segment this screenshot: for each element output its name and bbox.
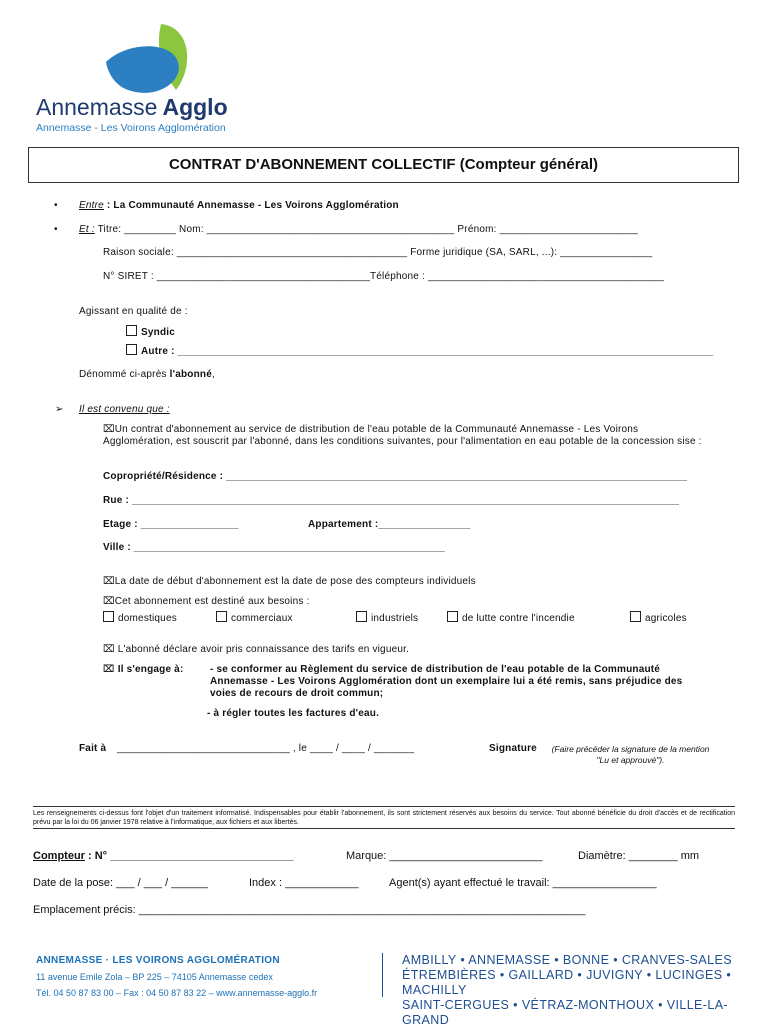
entre-value: : La Communauté Annemasse - Les Voirons Agglomération <box>106 200 399 211</box>
date-debut-line <box>103 576 476 587</box>
besoin-industriels[interactable] <box>356 611 418 624</box>
besoin-agricoles[interactable] <box>630 611 687 624</box>
raison-sociale-field[interactable]: Raison sociale: ________________________________________ Forme juridique (SA, SARL, ...): ________________ <box>103 247 653 258</box>
besoins-text: Cet abonnement est destiné aux besoins : <box>114 596 310 607</box>
ville-field[interactable]: Ville : ______________________________________________________ <box>103 542 445 553</box>
footer-towns <box>402 953 770 1028</box>
divider <box>33 806 735 807</box>
logo-name-light: Annemasse <box>36 94 158 120</box>
syndic-label: Syndic <box>141 327 175 338</box>
besoins-line <box>103 596 310 607</box>
legal-notice: Les renseignements ci-dessus font l'objet d'un traitement informatisé. Indispensables pour établir l'abonnement, ils sont strictement réservés aux besoins du service. Tout abonné bénéficie du droit d'accès et de rectification prévu par la loi du 06 janvier 1978 relative à l'informatique, aux fichiers et aux libertés. <box>33 810 735 826</box>
footer-contact: Tél. 04 50 87 83 00 – Fax : 04 50 87 83 22 – www.annemasse-agglo.fr <box>36 988 318 998</box>
index-field[interactable]: Index : ____________ <box>249 877 359 889</box>
industriels-checkbox[interactable] <box>356 611 367 622</box>
towns-line-2: ÉTREMBIÈRES • GAILLARD • JUVIGNY • LUCINGES • MACHILLY <box>402 968 732 997</box>
leaf-logo-icon <box>66 22 206 102</box>
besoin-commerciaux[interactable] <box>216 611 293 624</box>
logo-name-bold: Agglo <box>162 94 228 120</box>
titre-line <box>79 224 638 235</box>
contrat-text: Un contrat d'abonnement au service de distribution de l'eau potable de la Communauté Annemasse - Les Voirons Agglomération, est souscrit par l'abonné, dans les conditions suivantes, pour l'alimentation en eau potable de la concession sise : <box>103 424 702 447</box>
footer-org-block <box>36 955 317 999</box>
marque-field[interactable]: Marque: _________________________ <box>346 850 543 862</box>
logo <box>36 22 236 137</box>
bullet: • <box>54 224 58 235</box>
et-label: Et : <box>79 224 95 235</box>
diametre-field[interactable]: Diamètre: ________ mm <box>578 850 700 862</box>
declare-line <box>103 644 409 655</box>
engage-item-1: - se conformer au Règlement du service de distribution de l'eau potable de la Communauté Annemasse - Les Voirons Agglomération dont un exemplaire lui a été remis, sans préjudice des voies de recours de droit commun; <box>210 664 683 699</box>
agissant-label: Agissant en qualité de : <box>79 306 188 317</box>
engage-label-text: Il s'engage à: <box>117 664 184 675</box>
footer-divider <box>382 953 383 997</box>
autre-checkbox[interactable] <box>126 344 137 355</box>
domestiques-label: domestiques <box>118 613 177 624</box>
agents-field[interactable]: Agent(s) ayant effectué le travail: _________________ <box>389 877 657 889</box>
divider <box>33 828 735 829</box>
contrat-paragraph <box>103 424 703 448</box>
autre-option[interactable] <box>126 344 713 357</box>
etage-field[interactable]: Etage : _________________ <box>103 519 239 530</box>
domestiques-checkbox[interactable] <box>103 611 114 622</box>
incendie-checkbox[interactable] <box>447 611 458 622</box>
towns-line-3: SAINT-CERGUES • VÉTRAZ-MONTHOUX • VILLE-LA-GRAND <box>402 998 728 1027</box>
check-mark-icon: ⌧ <box>103 576 115 587</box>
check-mark-icon: ⌧ <box>103 664 115 675</box>
titre-nom-prenom-field[interactable]: Titre: _________ Nom: ___________________________________________ Prénom: ________________________ <box>97 224 638 235</box>
engage-item-2: - à régler toutes les factures d'eau. <box>207 708 380 719</box>
page-title: CONTRAT D'ABONNEMENT COLLECTIF (Compteur général) <box>168 156 599 173</box>
agricoles-checkbox[interactable] <box>630 611 641 622</box>
signature-note: (Faire précéder la signature de la mention "Lu et approuvé"). <box>551 744 710 765</box>
agricoles-label: agricoles <box>645 613 687 624</box>
convenu-heading: Il est convenu que : <box>79 404 170 415</box>
appartement-field[interactable]: Appartement :________________ <box>308 519 471 530</box>
commerciaux-checkbox[interactable] <box>216 611 227 622</box>
footer-org: ANNEMASSE · LES VOIRONS AGGLOMÉRATION <box>36 955 280 966</box>
denomme-comma: , <box>211 369 215 380</box>
syndic-option[interactable] <box>126 325 175 338</box>
check-mark-icon: ⌧ <box>103 424 115 435</box>
bullet: • <box>54 200 58 211</box>
syndic-checkbox[interactable] <box>126 325 137 336</box>
logo-tagline: Annemasse - Les Voirons Agglomération <box>36 122 226 134</box>
incendie-label: de lutte contre l'incendie <box>462 613 575 624</box>
towns-line-1: AMBILLY • ANNEMASSE • BONNE • CRANVES-SALES <box>402 953 732 967</box>
declare-text: L'abonné déclare avoir pris connaissance des tarifs en vigueur. <box>117 644 410 655</box>
fait-label: Fait à <box>79 743 107 754</box>
arrow-bullet-icon: ➢ <box>55 404 64 415</box>
autre-field[interactable]: Autre : _____________________________________________________________________________________________ <box>141 346 714 357</box>
fait-date-field[interactable]: ______________________________ , le ____ / ____ / _______ <box>117 743 415 754</box>
check-mark-icon: ⌧ <box>103 596 115 607</box>
rue-field[interactable]: Rue : _______________________________________________________________________________________________ <box>103 495 680 506</box>
denomme-text: Dénommé ci-après <box>79 369 170 380</box>
siret-telephone-field[interactable]: N° SIRET : _____________________________________Téléphone : _________________________________________ <box>103 271 665 282</box>
compteur-no-field[interactable]: : N° ______________________________ <box>88 850 294 862</box>
commerciaux-label: commerciaux <box>231 613 293 624</box>
compteur-label: Compteur <box>33 850 85 862</box>
besoin-incendie[interactable] <box>447 611 575 624</box>
date-pose-field[interactable]: Date de la pose: ___ / ___ / ______ <box>33 877 208 889</box>
emplacement-field[interactable]: Emplacement précis: _________________________________________________________________________ <box>33 904 586 916</box>
entre-label: Entre <box>79 200 104 211</box>
besoin-domestiques[interactable] <box>103 611 177 624</box>
copropriete-field[interactable]: Copropriété/Résidence : ________________________________________________________________________________ <box>103 471 688 482</box>
date-debut-text: La date de début d'abonnement est la date de pose des compteurs individuels <box>114 576 476 587</box>
title-box <box>28 147 739 183</box>
compteur-no-line <box>33 850 294 862</box>
signature-label: Signature <box>489 743 537 754</box>
industriels-label: industriels <box>371 613 419 624</box>
engage-label <box>103 664 183 675</box>
check-mark-icon: ⌧ <box>103 644 115 655</box>
denomme-line <box>79 369 215 380</box>
footer-address: 11 avenue Emile Zola – BP 225 – 74105 Annemasse cedex <box>36 972 273 982</box>
denomme-bold: l'abonné <box>169 369 212 380</box>
entre-line <box>79 200 399 211</box>
